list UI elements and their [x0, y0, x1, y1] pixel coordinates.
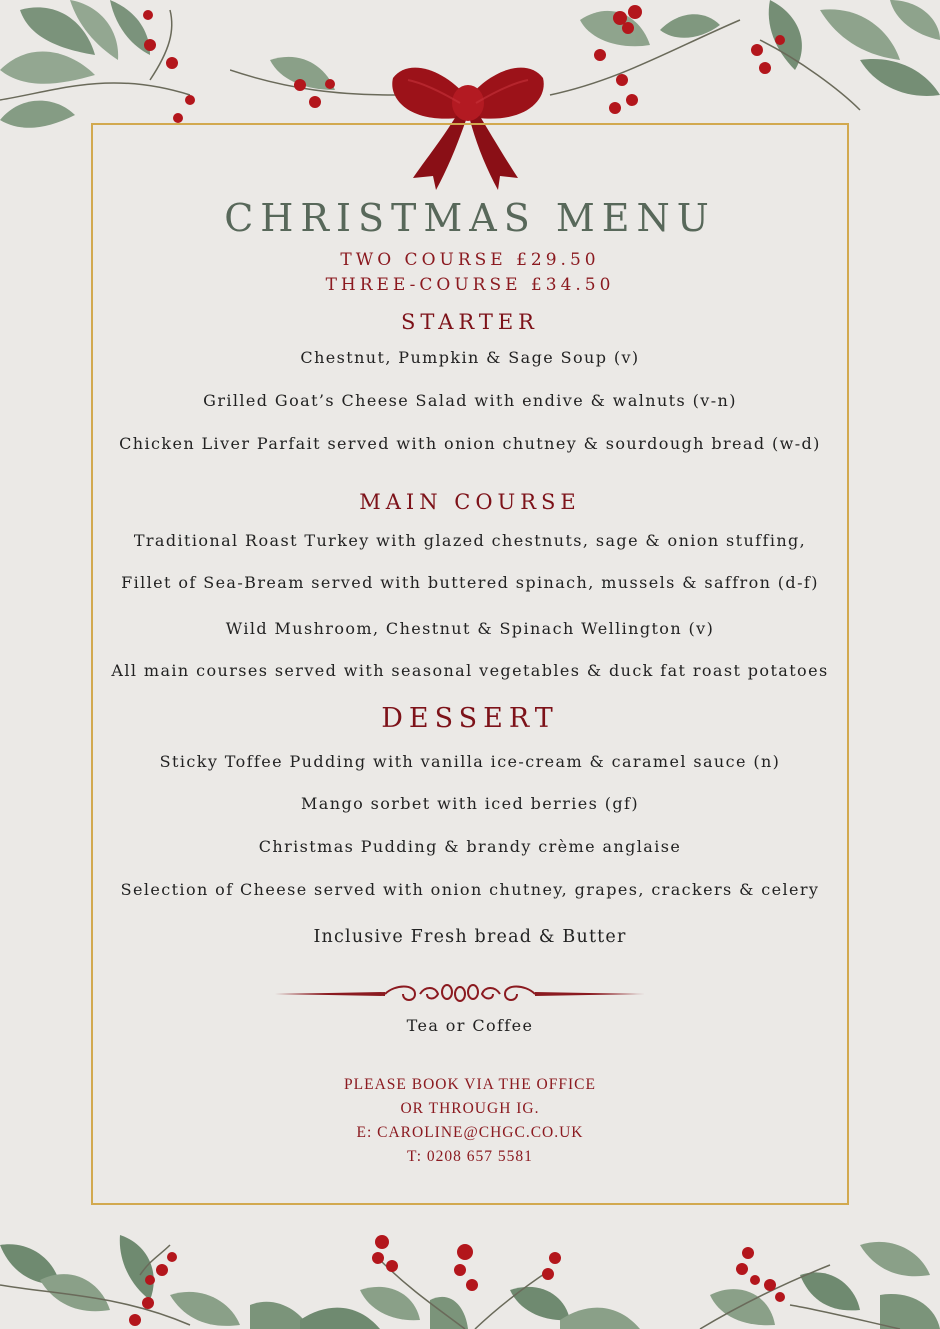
main-item-2: Fillet of Sea-Bream served with buttered spinach, mussels & saffron (d-f) [121, 573, 819, 592]
starter-heading: STARTER [400, 310, 539, 334]
holly-leaves-icon [230, 40, 410, 120]
main-item-3: Wild Mushroom, Chestnut & Spinach Wellington (v) [225, 619, 715, 638]
dessert-item-2: Mango sorbet with iced berries (gf) [301, 794, 639, 813]
starter-item-2: Grilled Goat’s Cheese Salad with endive & walnuts (v-n) [203, 391, 737, 410]
main-course-heading: MAIN COURSE [359, 490, 581, 514]
booking-phone[interactable]: T: 0208 657 5581 [407, 1148, 533, 1165]
price-two-course: TWO COURSE £29.50 [340, 250, 600, 270]
starter-item-3: Chicken Liver Parfait served with onion chutney & sourdough bread (w-d) [119, 434, 821, 453]
booking-line-2: OR THROUGH IG. [400, 1100, 540, 1117]
dessert-item-1: Sticky Toffee Pudding with vanilla ice-cream & caramel sauce (n) [159, 752, 781, 771]
holly-leaves-icon [0, 1225, 320, 1329]
main-item-1: Traditional Roast Turkey with glazed chestnuts, sage & onion stuffing, [133, 531, 807, 550]
holly-leaves-icon [300, 1230, 640, 1329]
dessert-item-3: Christmas Pudding & brandy crème anglaise [258, 837, 682, 856]
menu-title: CHRISTMAS MENU [224, 196, 716, 240]
starter-item-1: Chestnut, Pumpkin & Sage Soup (v) [300, 348, 640, 367]
flourish-divider-icon [275, 980, 645, 1008]
booking-line-1: PLEASE BOOK VIA THE OFFICE [344, 1076, 596, 1093]
price-three-course: THREE-COURSE £34.50 [325, 275, 615, 295]
dessert-item-4: Selection of Cheese served with onion chutney, grapes, crackers & celery [120, 880, 820, 899]
holly-leaves-icon [680, 1235, 940, 1329]
dessert-heading: DESSERT [381, 703, 559, 734]
main-item-note: All main courses served with seasonal vegetables & duck fat roast potatoes [111, 661, 829, 680]
tea-coffee-note: Tea or Coffee [406, 1016, 534, 1035]
inclusive-note: Inclusive Fresh bread & Butter [313, 927, 627, 947]
booking-email[interactable]: E: CAROLINE@CHGC.CO.UK [356, 1124, 584, 1141]
